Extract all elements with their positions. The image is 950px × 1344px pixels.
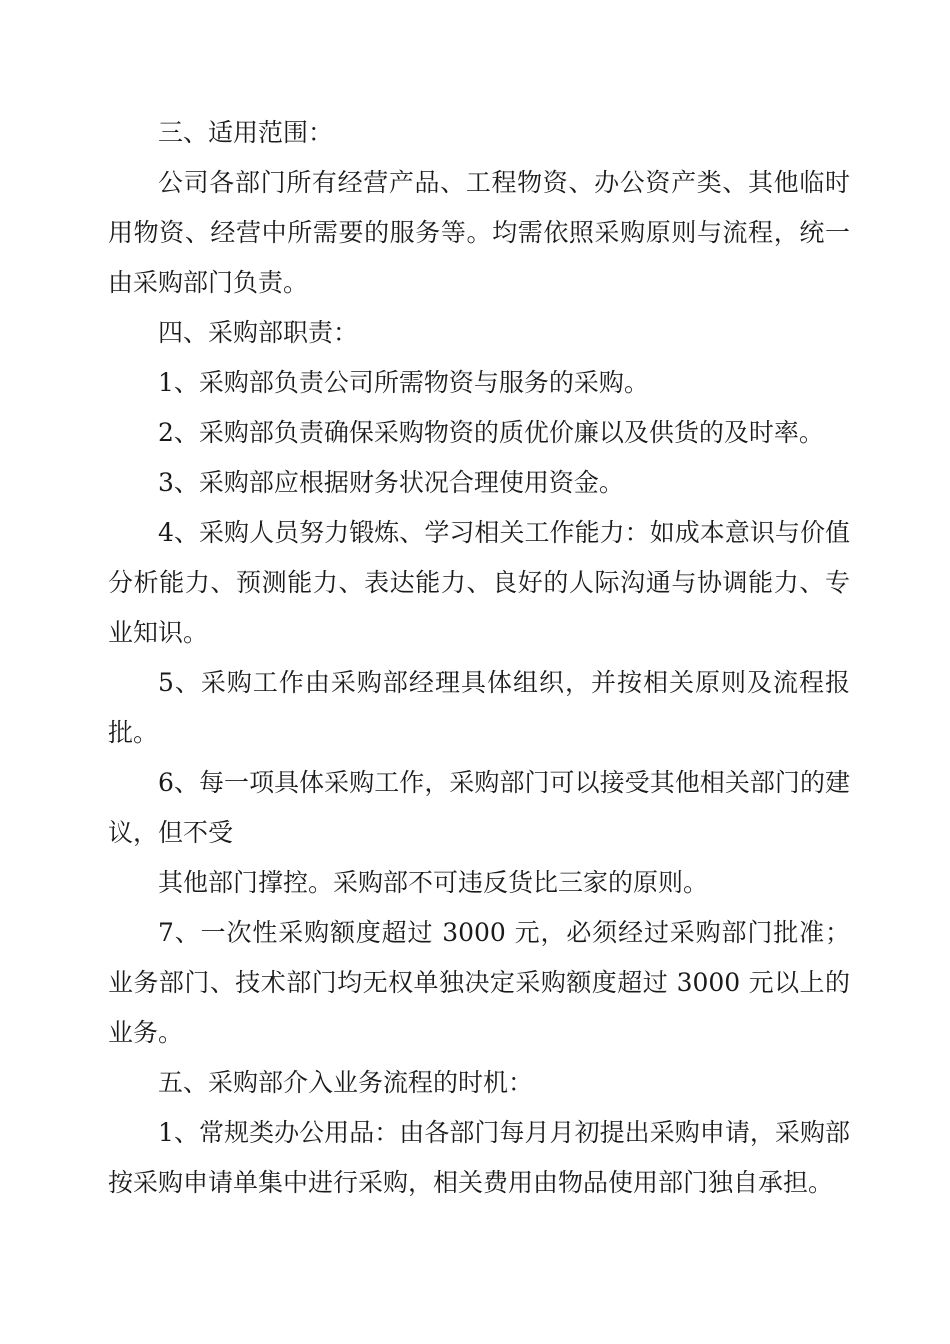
list-item-duty-2: 2、采购部负责确保采购物资的质优价廉以及供货的及时率。 (158, 418, 824, 447)
section-heading-timing: 五、采购部介入业务流程的时机： (158, 1068, 534, 1097)
list-item-duty-5: 5、采购工作由采购部经理具体组织，并按相关原则及流程报批。 (108, 668, 850, 747)
list-item-duty-4: 4、采购人员努力锻炼、学习相关工作能力：如成本意识与价值分析能力、预测能力、表达能力、良好的人际沟通与协调能力、专业知识。 (108, 518, 850, 647)
list-item-duty-6: 6、每一项具体采购工作，采购部门可以接受其他相关部门的建议，但不受 (108, 768, 850, 847)
paragraph-scope-description: 公司各部门所有经营产品、工程物资、办公资产类、其他临时用物资、经营中所需要的服务等。均需依照采购原则与流程，统一由采购部门负责。 (108, 168, 850, 297)
list-item-duty-3: 3、采购部应根据财务状况合理使用资金。 (158, 468, 624, 497)
list-item-duty-6-continued: 其他部门撑控。采购部不可违反货比三家的原则。 (158, 868, 709, 897)
list-item-duty-1: 1、采购部负责公司所需物资与服务的采购。 (158, 368, 649, 397)
section-heading-duties: 四、采购部职责： (158, 318, 359, 347)
document-body (108, 108, 850, 1208)
section-heading-scope: 三、适用范围： (158, 118, 334, 147)
list-item-duty-7: 7、一次性采购额度超过 3000 元，必须经过采购部门批准；业务部门、技术部门均无权单独决定采购额度超过 3000 元以上的业务。 (108, 918, 850, 1047)
list-item-timing-1: 1、常规类办公用品：由各部门每月月初提出采购申请，采购部按采购申请单集中进行采购，相关费用由物品使用部门独自承担。 (108, 1118, 850, 1197)
